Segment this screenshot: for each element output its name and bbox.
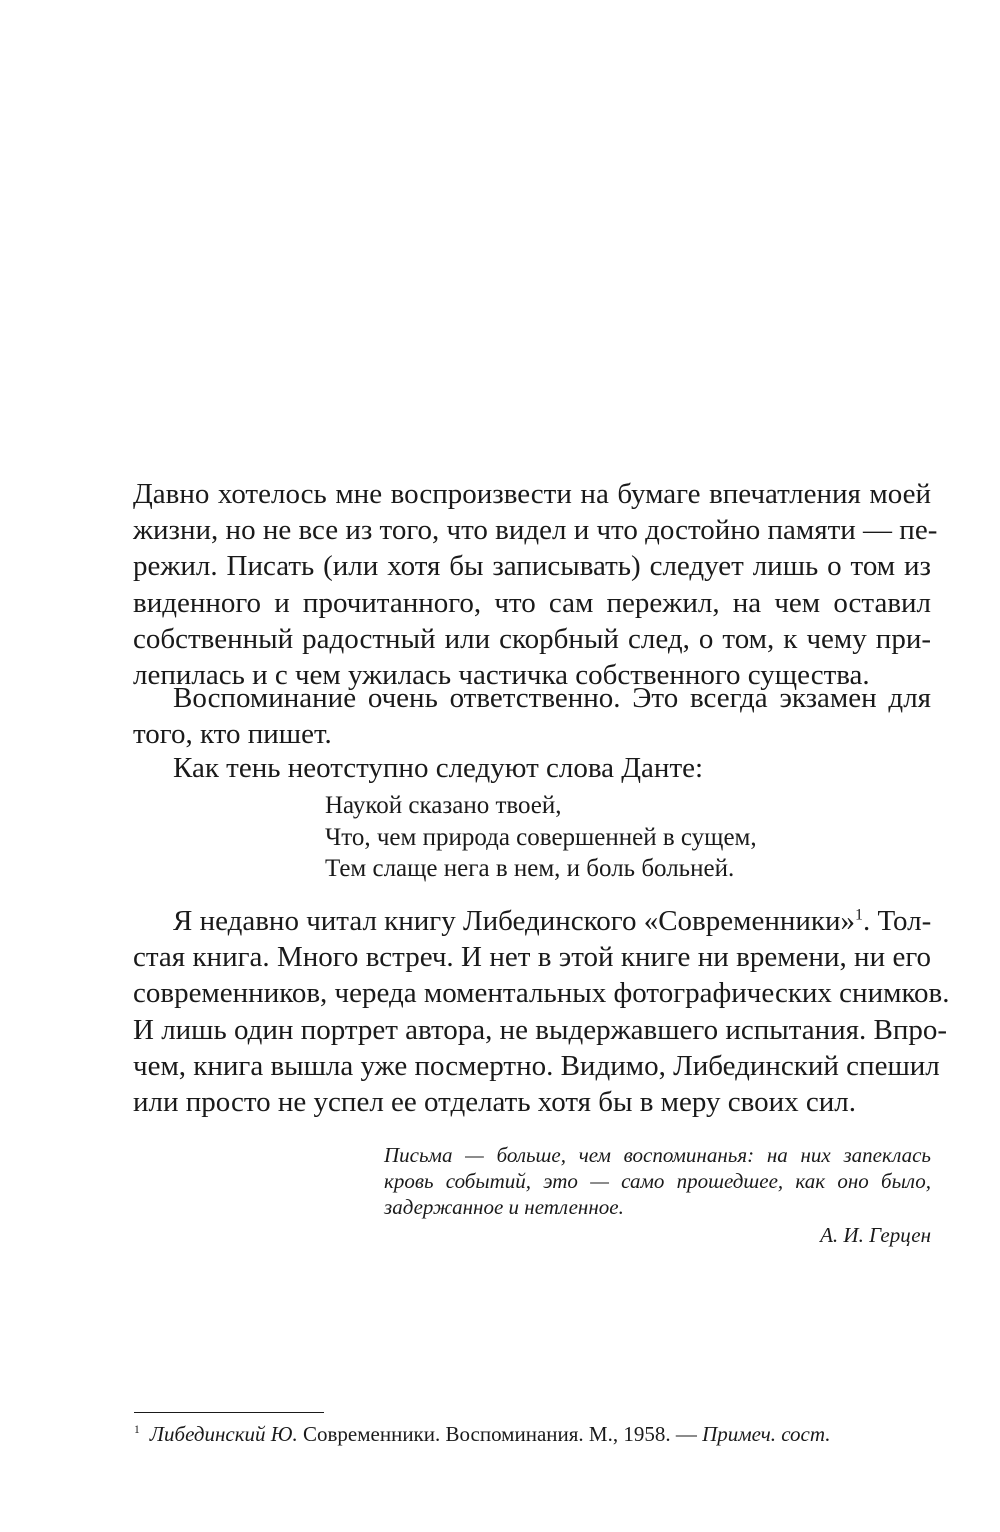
text-line: И лишь один портрет автора, не выдержавшего испытания. Впро-	[133, 1013, 948, 1046]
text-line: Как тень неотступно следуют слова Данте:	[173, 752, 704, 784]
footnote-body: Современники. Воспоминания. М., 1958. —	[297, 1422, 703, 1446]
footnote	[134, 1420, 831, 1448]
text-line: лепилась и с чем ужилась частичка собственного существа.	[133, 659, 870, 692]
dante-quote	[325, 790, 757, 885]
text-line: или просто не успел ее отделать хотя бы в меру своих сил.	[133, 1086, 856, 1119]
text-line: собственный радостный или скорбный след, о том, к чему при-	[133, 622, 931, 655]
paragraph-4	[133, 903, 950, 1120]
footnote-reference[interactable]: 1	[855, 906, 863, 924]
epigraph-line: Письма — больше, чем воспоминанья: на них запеклась	[384, 1143, 931, 1167]
footnote-mark: 1	[134, 1424, 140, 1436]
text-line: стая книга. Много встреч. И нет в этой книге ни времени, ни его	[133, 941, 931, 974]
text-line: Давно хотелось мне воспроизвести на бумаге впечатления моей	[133, 478, 931, 510]
paragraph-2	[133, 680, 931, 752]
text-line: того, кто пишет.	[133, 718, 332, 751]
epigraph-author: А. И. Герцен	[820, 1223, 931, 1247]
epigraph-line: задержанное и нетленное.	[384, 1195, 624, 1219]
herzen-epigraph	[384, 1142, 931, 1248]
text-line: чем, книга вышла уже посмертно. Видимо, Либединский спешил	[133, 1049, 940, 1082]
epigraph-line: кровь событий, это — само прошедшее, как оно было,	[384, 1169, 931, 1193]
line-text: . Тол-	[862, 905, 932, 937]
poem-line: Тем слаще нега в нем, и боль больней.	[325, 855, 735, 882]
text-line: виденного и прочитанного, что сам пережил, на чем оставил	[133, 586, 931, 619]
line-text: Я недавно читал книгу Либединского «Современники»	[173, 905, 855, 937]
text-line	[133, 903, 931, 939]
text-line: режил. Писать (или хотя бы записывать) следует лишь о том из	[133, 550, 931, 583]
text-line: Воспоминание очень ответственно. Это всегда экзамен для	[173, 682, 931, 714]
footnote-divider	[134, 1412, 324, 1413]
poem-line: Наукой сказано твоей,	[325, 792, 562, 819]
text-line: жизни, но не все из того, что видел и что достойно памяти — пе-	[133, 514, 938, 547]
footnote-author: Либединский Ю.	[149, 1422, 298, 1446]
paragraph-3	[133, 750, 931, 786]
poem-line: Что, чем природа совершенней в сущем,	[325, 823, 757, 851]
text-line: современников, череда моментальных фотографических снимков.	[133, 977, 950, 1010]
footnote-editor-note: Примеч. сост.	[702, 1422, 831, 1446]
paragraph-1	[133, 476, 938, 693]
